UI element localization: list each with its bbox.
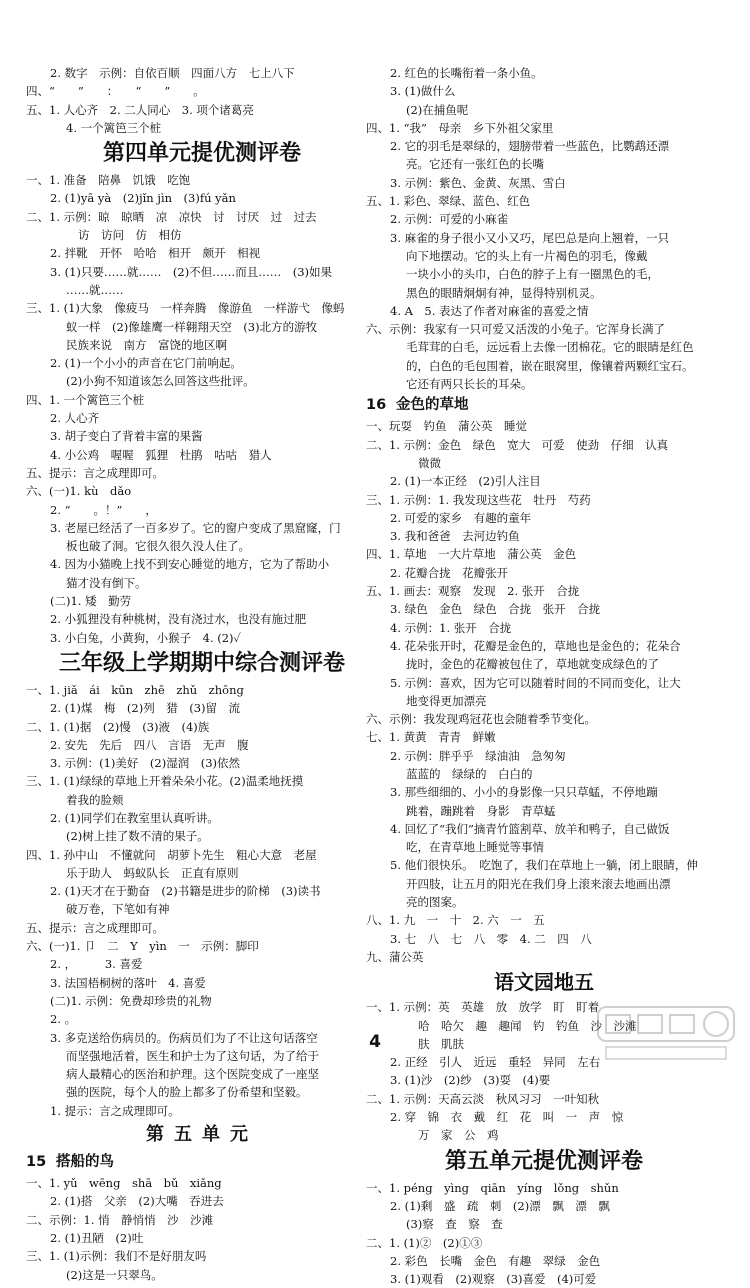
section-heading: 语文园地五: [494, 970, 594, 995]
answer-line: 3. 小白兔，小黄狗，小猴子 4. (2)✓: [50, 630, 241, 645]
answer-line: 跳着，蹦跳着 身影 青草蜢: [406, 803, 556, 818]
answer-line: 4. 小公鸡 喔喔 狐狸 杜鹃 咕咕 猎人: [50, 447, 272, 462]
answer-line: (2)树上挂了数不清的果子。: [66, 829, 209, 844]
answer-line: 2. (1)yā yà (2)jǐn jìn (3)fú yǎn: [50, 191, 236, 206]
answer-line: 八、1. 九 一 十 2. 六 一 五: [366, 913, 545, 928]
answer-line: 一、1. péng yìng qiān yíng lǒng shǔn: [366, 1180, 619, 1195]
answer-line: 二、1. 示例：天高云淡 秋风习习 一叶知秋: [366, 1091, 600, 1106]
answer-line: 猫才没有倒下。: [66, 575, 147, 590]
answer-line: 4. 花朵张开时，花瓣是金色的，草地也是金色的；花朵合: [390, 638, 681, 653]
answer-line: 拢时，金色的花瓣被包住了，草地就变成绿色的了: [406, 657, 659, 672]
answer-line: 地变得更加漂亮: [406, 693, 487, 708]
answer-line: 3. (1)沙 (2)纱 (3)耍 (4)要: [390, 1073, 551, 1088]
answer-line: 3. 多克送给伤病员的。伤病员们为了不让这句话落空: [50, 1030, 318, 1045]
answer-line: 3. 示例：(1)美好 (2)湿润 (3)依然: [50, 756, 240, 771]
answer-line: 2. (1)剩 盛 疏 刺 (2)漂 飘 漂 飘: [390, 1198, 610, 1213]
answer-line: 2. 数字 示例：自依百顺 四面八方 七上八下: [50, 66, 295, 80]
answer-line: 一、1. 准备 陪鼻 饥饿 吃饱: [26, 173, 191, 188]
answer-line: 破万卷，下笔如有神: [66, 902, 170, 917]
answer-line: 2. 红色的长嘴衔着一条小鱼。: [390, 66, 543, 80]
section-heading: 第五单元: [146, 1124, 258, 1146]
answer-line: 3. 那些细细的、小小的身影像一只只草蜢，不停地蹦: [390, 785, 658, 800]
answer-line: 四、1. 一个篱笆三个桩: [26, 392, 145, 407]
answer-line: 三、1. (1)绿绿的草地上开着朵朵小花。(2)温柔地抚摸: [26, 774, 304, 789]
answer-line: 5. 示例：喜欢，因为它可以随着时间的不同而变化，让大: [390, 675, 681, 690]
answer-line: 它还有两只长长的耳朵。: [406, 377, 533, 392]
answer-line: 2. (1)煤 梅 (2)列 猎 (3)留 流: [50, 701, 240, 716]
answer-line: 万 家 公 鸡: [418, 1128, 499, 1143]
answer-line: 七、1. 黄黄 青青 鲜嫩: [366, 730, 496, 745]
section-heading: 第四单元提优测评卷: [102, 141, 301, 167]
answer-line: 六、(一)1. 卩 二 Y yìn 一 示例：脚印: [26, 939, 259, 954]
answer-line: 六、示例：我家有一只可爱又活泼的小兔子。它浑身长满了: [366, 322, 665, 337]
answer-line: 2. 示例：可爱的小麻雀: [390, 212, 509, 227]
answer-line: 二、1. 示例：金色 绿色 宽大 可爱 使劲 仔细 认真: [366, 437, 669, 452]
answer-line: 三、1. 示例：1. 我发现这些花 牡丹 芍药: [366, 492, 591, 507]
answer-line: 四、1. 草地 一大片草地 蒲公英 金色: [366, 547, 577, 562]
answer-line: 二、1. (1)② (2)①③: [366, 1235, 483, 1250]
answer-line: (2)在捕鱼呢: [406, 102, 469, 117]
answer-line: 蚁一样 (2)像雄鹰一样翱翔天空 (3)北方的游牧: [66, 319, 318, 334]
answer-line: 3. (1)只要……就…… (2)不但……而且…… (3)如果: [50, 264, 332, 279]
answer-line: 3. 绿色 金色 绿色 合拢 张开 合拢: [390, 602, 601, 617]
answer-line: 3. 麻雀的身子很小又小又巧，尾巴总是向上翘着，一只: [390, 230, 670, 245]
answer-line: 的，白色的毛包围着，嵌在眼窝里，像镶着两颗红宝石。: [406, 358, 694, 373]
answer-line: 六、示例：我发现鸡冠花也会随着季节变化。: [366, 712, 596, 727]
answer-line: 访 访问 仿 相仿: [78, 228, 182, 243]
answer-line: 2. 可爱的家乡 有趣的童年: [390, 510, 532, 525]
answer-line: (二)1. 示例：免费却珍贵的礼物: [50, 993, 212, 1008]
answer-line: 2. 人心齐: [50, 411, 100, 426]
answer-line: 肤 肌肤: [418, 1036, 464, 1051]
answer-line: 六、(一)1. kù dǎo: [26, 484, 132, 499]
answer-line: 微微: [418, 455, 441, 470]
answer-line: 着我的脸颊: [66, 792, 124, 807]
answer-line: 五、1. 彩色、翠绿、蓝色、红色: [366, 194, 531, 209]
answer-line: 2. 它的羽毛是翠绿的，翅膀带着一些蓝色，比鹦鹉还漂: [390, 139, 670, 154]
answer-line: 2. “ 。！” ，: [50, 502, 157, 517]
answer-line: 二、1. (1)据 (2)慢 (3)液 (4)族: [26, 719, 210, 734]
answer-line: 民族来说 南方 富饶的地区啊: [66, 337, 227, 352]
lesson-title: 搭船的鸟: [56, 1154, 114, 1171]
answer-line: 2. 正经 引人 近远 重轻 异同 左右: [390, 1055, 601, 1070]
answer-line: 蓝蓝的 绿绿的 白白的: [406, 766, 533, 781]
left-column: [26, 64, 378, 1284]
answer-line: 2. 彩色 长嘴 金色 有趣 翠绿 金色: [390, 1253, 601, 1268]
answer-line: 三、1. (1)大象 像疲马 一样奔腾 像游鱼 一样游弋 像蚂: [26, 301, 345, 316]
answer-line: 3. 我和爸爸 去河边钓鱼: [390, 529, 520, 544]
answer-line: 2. 小狐狸没有种桃树，没有浇过水，也没有施过肥: [50, 612, 307, 627]
answer-line: 4. 示例：1. 张开 合拢: [390, 620, 512, 635]
answer-line: 2. ， 3. 喜爱: [50, 957, 143, 972]
answer-line: 2. (1)一本正经 (2)引人注目: [390, 474, 541, 489]
answer-line: 3. 胡子变白了背着丰富的果酱: [50, 429, 203, 444]
page-number: 4: [369, 1032, 381, 1052]
answer-line: 2. (1)丑陋 (2)吐: [50, 1230, 144, 1245]
answer-line: 乐于助人 蚂蚁队长 正直有原则: [66, 865, 239, 880]
watermark-logo: [596, 1003, 736, 1065]
answer-line: 4. 因为小猫晚上找不到安心睡觉的地方，它为了帮助小: [50, 557, 330, 572]
answer-line: (二)1. 矮 勤劳: [50, 594, 132, 609]
answer-line: 五、提示：言之成理即可。: [26, 465, 164, 480]
answer-line: 3. 法国梧桐树的落叶 4. 喜爱: [50, 975, 206, 990]
answer-line: 板也破了洞。它很久很久没人住了。: [66, 539, 250, 554]
answer-line: 强的医院，每个人的脸上都多了份希望和坚毅。: [66, 1085, 308, 1100]
answer-line: 四、1. 孙中山 不懂就问 胡萝卜先生 粗心大意 老屋: [26, 847, 317, 862]
answer-line: (2)这是一只翠鸟。: [66, 1267, 163, 1282]
section-heading: 第五单元提优测评卷: [444, 1148, 643, 1174]
answer-line: 二、1. 示例：晾 晾晒 凉 凉快 讨 讨厌 过 过去: [26, 209, 317, 224]
answer-line: (3)察 查 察 查: [406, 1217, 503, 1232]
answer-line: 亮的图案。: [406, 895, 464, 910]
answer-line: (2)小狗不知道该怎么回答这些批评。: [66, 374, 255, 389]
answer-line: 一、1. yǔ wēng shā bǔ xiǎng: [26, 1176, 222, 1191]
answer-line: 2. 。: [50, 1012, 77, 1027]
answer-line: 吃，在青草地上睡觉等事情: [406, 840, 544, 855]
answer-line: 2. (1)同学们在教室里认真听讲。: [50, 810, 219, 825]
answer-line: ……就……: [66, 282, 124, 297]
answer-line: 哈 哈欠 趣 趣闻 钓 钓鱼 沙 沙滩: [418, 1018, 637, 1033]
answer-line: 五、1. 画去：观察 发现 2. 张开 合拢: [366, 584, 580, 599]
answer-line: 3. 示例：紫色、金黄、灰黑、雪白: [390, 175, 566, 190]
answer-line: 一、1. 示例：英 英雄 放 放学 盯 盯着: [366, 1000, 600, 1015]
answer-line: 5. 他们很快乐。 吃饱了，我们在草地上一躺，闭上眼睛，伸: [390, 858, 698, 873]
answer-line: 二、示例：1. 悄 静悄悄 沙 沙滩: [26, 1212, 214, 1227]
answer-line: 五、1. 人心齐 2. 二人同心 3. 项个诸葛亮: [26, 102, 254, 117]
answer-line: 4. A 5. 表达了作者对麻雀的喜爱之情: [390, 303, 589, 318]
answer-line: 2. (1)一个小小的声音在它门前响起。: [50, 356, 242, 371]
answer-line: 一、玩耍 钓鱼 蒲公英 睡觉: [366, 419, 527, 434]
lesson-heading: [366, 393, 722, 417]
answer-line: 九、蒲公英: [366, 949, 424, 964]
answer-line: 开四肢，让五月的阳光在我们身上滚来滚去地画出漂: [406, 876, 671, 891]
answer-line: 2. (1)天才在于勤奋 (2)书籍是进步的阶梯 (3)读书: [50, 884, 321, 899]
answer-line: 向下地摆动。它的头上有一片褐色的羽毛，像戴: [406, 248, 648, 263]
answer-line: 3. (1)观看 (2)观察 (3)喜爱 (4)可爱: [390, 1272, 597, 1287]
answer-line: 1. 提示：言之成理即可。: [50, 1103, 180, 1118]
answer-line: 2. 安先 先后 四八 言语 无声 腹: [50, 737, 249, 752]
answer-line: 三、1. (1)示例：我们不是好朋友吗: [26, 1249, 207, 1264]
answer-line: 毛茸茸的白毛，远远看上去像一团棉花。它的眼睛是红色: [406, 340, 694, 355]
lesson-number: 15: [26, 1154, 47, 1171]
right-column: [366, 64, 722, 1288]
answer-line: 2. 示例：胖乎乎 绿油油 急匆匆: [390, 748, 566, 763]
lesson-number: 16: [366, 397, 387, 414]
watermark-icon: [596, 1003, 736, 1065]
answer-line: 4. 一个篱笆三个桩: [66, 120, 162, 135]
answer-line: 四、“ ” ： “ ” 。: [26, 84, 205, 99]
section-heading: 三年级上学期期中综合测评卷: [58, 650, 345, 676]
answer-line: 一、1. jiǎ ái kūn zhē zhǔ zhōng: [26, 682, 244, 697]
answer-line: 一块小小的头巾，白色的脖子上有一圈黑色的毛，: [406, 267, 659, 282]
answer-line: 四、1. “我” 母亲 乡下外祖父家里: [366, 120, 554, 135]
answer-line: 3. 七 八 七 八 零 4. 二 四 八: [390, 931, 592, 946]
answer-line: 2. 拌靴 开怀 哈哈 相开 颇开 相视: [50, 246, 261, 261]
answer-line: 2. (1)搭 父亲 (2)大嘴 吞进去: [50, 1194, 224, 1209]
answer-line: 4. 回忆了“我们”摘青竹篮割草、放羊和鸭子，自己做饭: [390, 821, 670, 836]
answer-line: 3. 老屋已经活了一百多岁了。它的窗户变成了黑窟窿，门: [50, 520, 341, 535]
lesson-title: 金色的草地: [396, 397, 469, 414]
answer-line: 2. 花瓣合拢 花瓣张开: [390, 565, 509, 580]
answer-line: 2. 穿 锦 衣 戴 红 花 叫 一 声 惊: [390, 1110, 624, 1125]
answer-line: 而坚强地活着，医生和护士为了这句话，为了给于: [66, 1048, 319, 1063]
answer-line: 五、提示：言之成理即可。: [26, 920, 164, 935]
answer-line: 黑色的眼睛炯炯有神，显得特别机灵。: [406, 285, 602, 300]
answer-line: 病人最精心的医治和护理。这个医院变成了一座坚: [66, 1067, 319, 1082]
lesson-heading: [26, 1150, 378, 1174]
answer-line: 3. (1)做什么: [390, 84, 456, 99]
answer-line: 亮。它还有一张红色的长嘴: [406, 157, 544, 172]
